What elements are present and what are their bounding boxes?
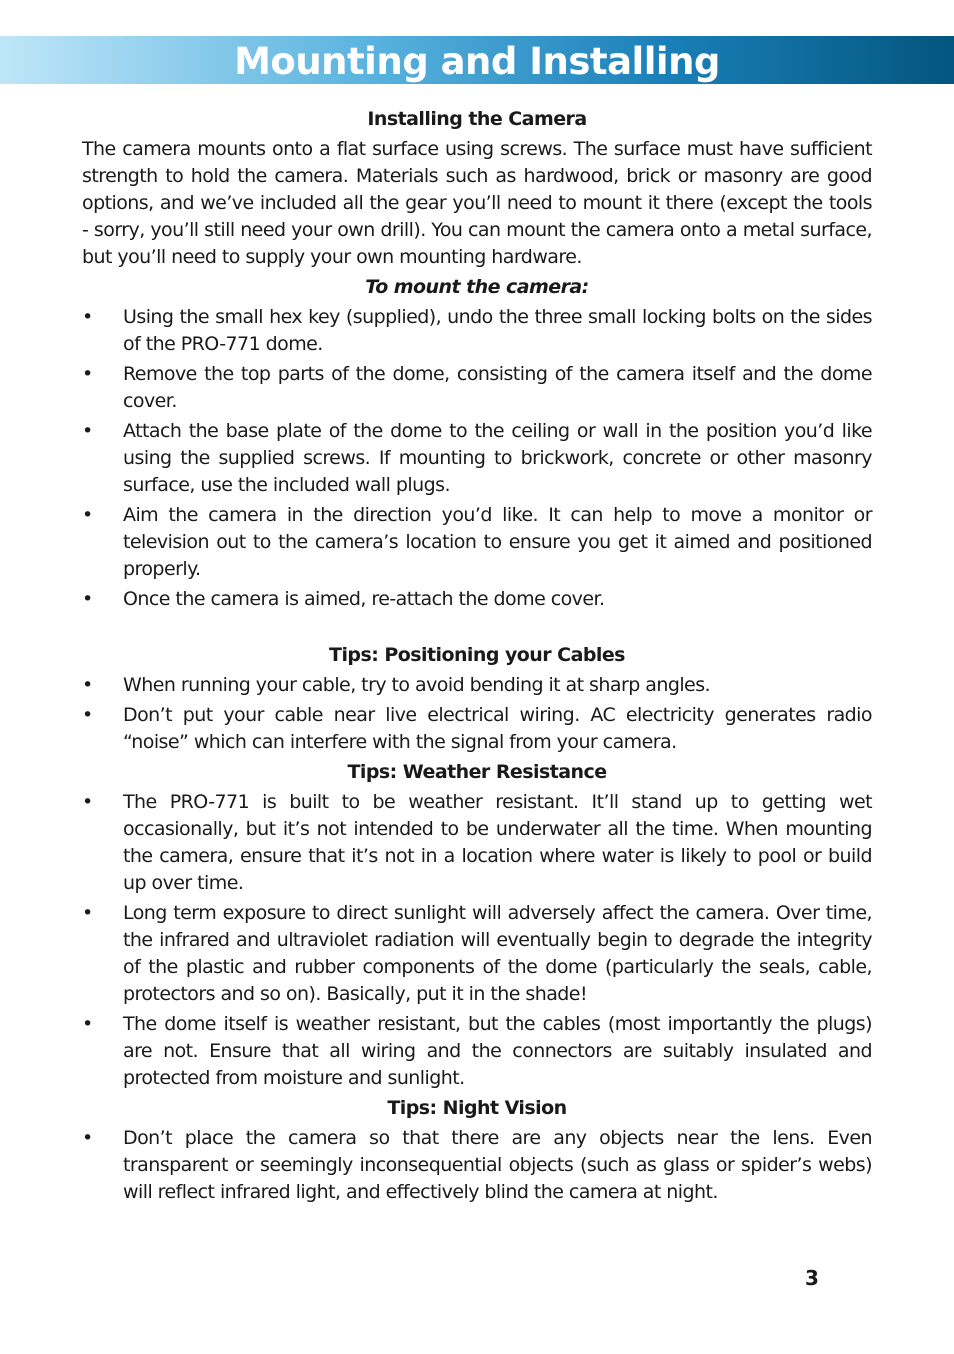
section-heading-installing: Installing the Camera xyxy=(367,108,587,130)
weather-tips-list xyxy=(82,789,872,1092)
page-content xyxy=(82,106,872,1209)
list-item-text: Aim the camera in the direction you’d like. It can help to move a monitor or television out to the camera’s location to ensure you get it aimed and positioned properly. xyxy=(123,504,872,580)
list-item xyxy=(82,361,872,415)
bullet-icon: • xyxy=(82,1127,93,1149)
list-item-text: Don’t put your cable near live electrical wiring. AC electricity generates radio “noise” which can interfere with the signal from your camera. xyxy=(123,704,872,753)
night-tips-list xyxy=(82,1125,872,1206)
bullet-icon: • xyxy=(82,674,93,696)
bullet-icon: • xyxy=(82,902,93,924)
mount-subheading: To mount the camera: xyxy=(365,276,589,298)
bullet-icon: • xyxy=(82,704,93,726)
section-spacer xyxy=(82,616,872,642)
list-item xyxy=(82,900,872,1008)
list-item-text: Long term exposure to direct sunlight will adversely affect the camera. Over time, the infrared and ultraviolet radiation will eventually begin to degrade the integrity of the plastic and rubber components of the dome (particularly the seals, cable, protectors and so on). Basically, put it in the shade! xyxy=(123,902,872,1005)
list-item xyxy=(82,418,872,499)
bullet-icon: • xyxy=(82,420,93,442)
bullet-icon: • xyxy=(82,791,93,813)
list-item-text: Don’t place the camera so that there are any objects near the lens. Even transparent or seemingly inconsequential objects (such as glass or spider’s webs) will reflect infrared light, and effectively blind the camera at night. xyxy=(123,1127,872,1203)
list-item-text: Once the camera is aimed, re-attach the dome cover. xyxy=(123,588,605,610)
list-item-text: The PRO-771 is built to be weather resistant. It’ll stand up to getting wet occasionally, but it’s not intended to be underwater all the time. When mounting the camera, ensure that it’s not in a location where water is likely to pool or build up over time. xyxy=(123,791,872,894)
list-item xyxy=(82,304,872,358)
mount-steps-list xyxy=(82,304,872,613)
section-heading-cables: Tips: Positioning your Cables xyxy=(329,644,625,666)
list-item-text: Remove the top parts of the dome, consisting of the camera itself and the dome cover. xyxy=(123,363,872,412)
list-item xyxy=(82,702,872,756)
bullet-icon: • xyxy=(82,306,93,328)
section-heading-weather: Tips: Weather Resistance xyxy=(347,761,607,783)
page-number: 3 xyxy=(805,1266,819,1290)
section-heading-night: Tips: Night Vision xyxy=(387,1097,567,1119)
list-item xyxy=(82,502,872,583)
list-item xyxy=(82,789,872,897)
bullet-icon: • xyxy=(82,504,93,526)
bullet-icon: • xyxy=(82,588,93,610)
bullet-icon: • xyxy=(82,1013,93,1035)
list-item-text: The dome itself is weather resistant, but the cables (most importantly the plugs) are not. Ensure that all wiring and the connectors are suitably insulated and protected from moisture and sunlight. xyxy=(123,1013,872,1089)
installing-paragraph: The camera mounts onto a flat surface using screws. The surface must have sufficient strength to hold the camera. Materials such as hardwood, brick or masonry are good options, and we’ve included all the gear you’ll need to mount it there (except the tools - sorry, you’ll still need your own drill). You can mount the camera onto a metal surface, but you’ll need to supply your own mounting hardware. xyxy=(82,138,872,268)
list-item xyxy=(82,586,872,613)
list-item xyxy=(82,1125,872,1206)
list-item xyxy=(82,672,872,699)
list-item xyxy=(82,1011,872,1092)
page-title: Mounting and Installing xyxy=(234,40,720,83)
bullet-icon: • xyxy=(82,363,93,385)
list-item-text: When running your cable, try to avoid bending it at sharp angles. xyxy=(123,674,711,696)
list-item-text: Using the small hex key (supplied), undo the three small locking bolts on the sides of the PRO-771 dome. xyxy=(123,306,872,355)
title-banner xyxy=(0,36,954,84)
list-item-text: Attach the base plate of the dome to the ceiling or wall in the position you’d like using the supplied screws. If mounting to brickwork, concrete or other masonry surface, use the included wall plugs. xyxy=(123,420,872,496)
cables-tips-list xyxy=(82,672,872,756)
